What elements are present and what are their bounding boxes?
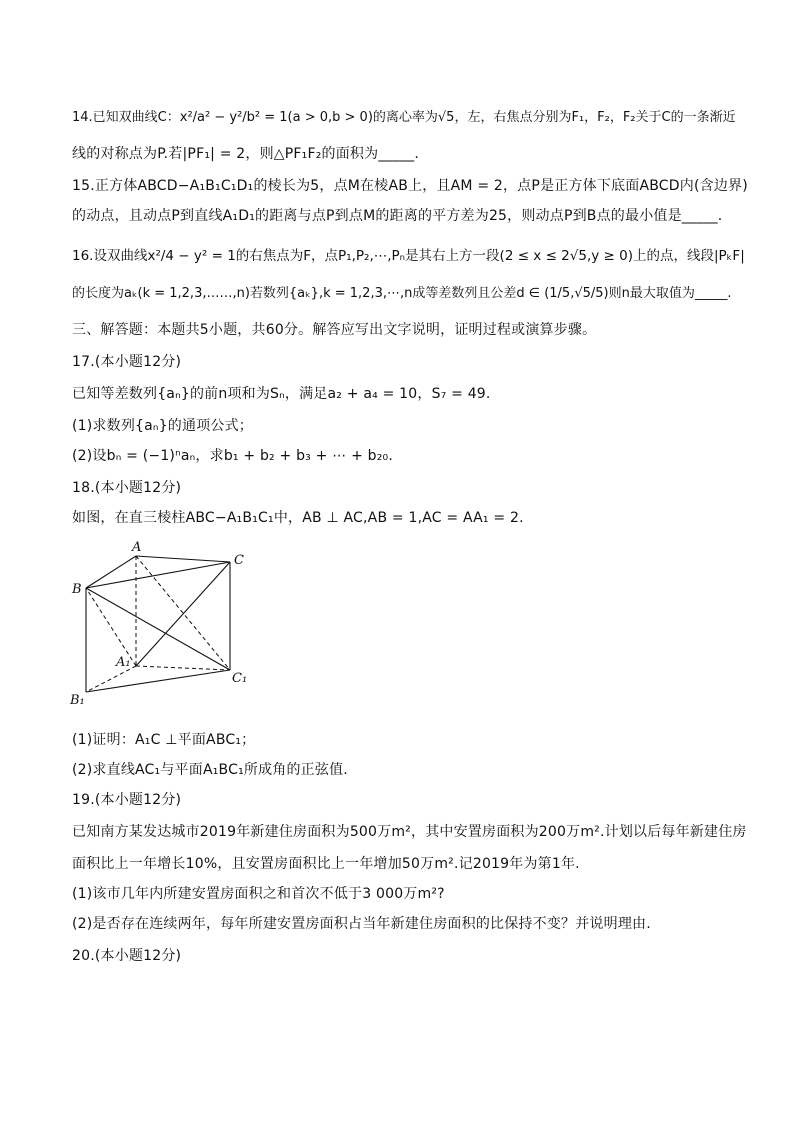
q15-line-2: 的动点，且动点P到直线A₁D₁的距离与点P到点M的距离的平方差为25，则动点P到B点的最小值是_____.: [72, 208, 723, 224]
label-A1: A₁: [116, 655, 131, 670]
edge-A1C1: [136, 666, 230, 670]
q19-stem-1: 已知南方某发达城市2019年新建住房面积为500万m²，其中安置房面积为200万m².计划以后每年新建住房: [72, 824, 747, 840]
q15-line-1: 15.正方体ABCD−A₁B₁C₁D₁的棱长为5，点M在棱AB上，且AM = 2，点P是正方体下底面ABCD内(含边界): [72, 178, 748, 194]
edge-BC: [86, 562, 230, 588]
q19-title: 19.(本小题12分): [72, 792, 182, 808]
label-C: C: [234, 553, 244, 568]
q18-part-1: (1)证明：A₁C ⊥平面ABC₁；: [72, 732, 256, 748]
label-B1: B₁: [70, 693, 85, 708]
edge-AC: [136, 556, 230, 562]
q19-stem-2: 面积比上一年增长10%，且安置房面积比上一年增加50万m².记2019年为第1年.: [72, 856, 580, 872]
label-B: B: [72, 582, 82, 597]
section-three-heading: 三、解答题：本题共5小题，共60分。解答应写出文字说明，证明过程或演算步骤。: [72, 322, 597, 338]
label-A: A: [132, 540, 142, 555]
q17-stem: 已知等差数列{aₙ}的前n项和为Sₙ，满足a₂ + a₄ = 10，S₇ = 49.: [72, 386, 491, 402]
q17-part-2: (2)设bₙ = (−1)ⁿaₙ，求b₁ + b₂ + b₃ + ⋯ + b₂₀.: [72, 448, 394, 464]
q18-stem: 如图，在直三棱柱ABC−A₁B₁C₁中，AB ⊥ AC,AB = 1,AC = AA₁ = 2.: [72, 510, 524, 526]
label-C1: C₁: [232, 671, 248, 686]
q16-line-2: 的长度为aₖ(k = 1,2,3,……,n)若数列{aₖ},k = 1,2,3,⋯,n成等差数列且公差d ∈ (1/5,√5/5)则n最大取值为_____.: [72, 286, 732, 301]
segment-AC1: [136, 556, 230, 670]
prism-diagram: [66, 540, 256, 710]
q17-part-1: (1)求数列{aₙ}的通项公式；: [72, 418, 254, 434]
q14-line-2: 线的对称点为P.若|PF₁| = 2，则△PF₁F₂的面积为_____.: [72, 146, 419, 162]
q20-title: 20.(本小题12分): [72, 948, 182, 964]
q17-title: 17.(本小题12分): [72, 354, 182, 370]
prism-figure: [66, 540, 256, 710]
q18-title: 18.(本小题12分): [72, 480, 182, 496]
q19-part-2: (2)是否存在连续两年，每年所建安置房面积占当年新建住房面积的比保持不变？并说明理由.: [72, 916, 651, 932]
edge-B1C1: [86, 670, 230, 692]
segment-A1C: [136, 562, 230, 666]
q19-part-1: (1)该市几年内所建安置房面积之和首次不低于3 000万m²?: [72, 886, 445, 902]
segment-BC1: [86, 588, 230, 670]
q16-line-1: 16.设双曲线x²/4 − y² = 1的右焦点为F，点P₁,P₂,⋯,Pₙ是其右上方一段(2 ≤ x ≤ 2√5,y ≥ 0)上的点，线段|PₖF|: [72, 248, 745, 264]
q14-line-1: 14.已知双曲线C：x²/a² − y²/b² = 1(a > 0,b > 0)的离心率为√5，左，右焦点分别为F₁，F₂，F₂关于C的一条渐近: [72, 110, 736, 125]
q18-part-2: (2)求直线AC₁与平面A₁BC₁所成角的正弦值.: [72, 762, 348, 778]
